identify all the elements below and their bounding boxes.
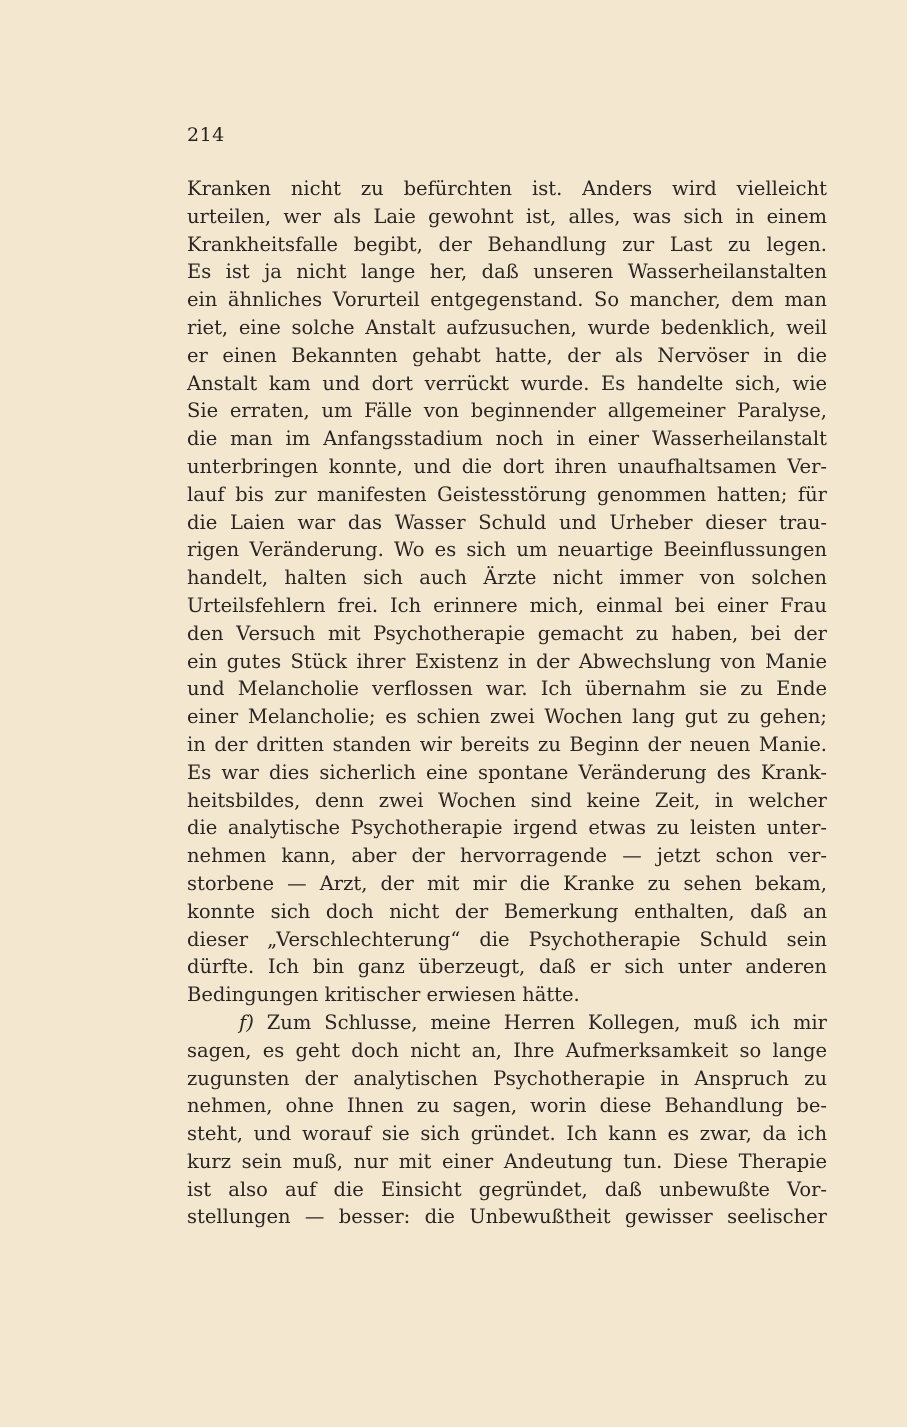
- text-line: unterbringen konnte, und die dort ihren unaufhaltsamen Ver-: [187, 454, 827, 478]
- text-line: die Laien war das Wasser Schuld und Urheber dieser trau-: [187, 510, 827, 534]
- text-line: lauf bis zur manifesten Geistesstörung genommen hatten; für: [187, 482, 827, 506]
- text-line: ein gutes Stück ihrer Existenz in der Abwechslung von Manie: [187, 649, 827, 673]
- paragraph-1: [187, 175, 827, 1009]
- text-line: nehmen kann, aber der hervorragende — jetzt schon ver-: [187, 844, 827, 868]
- text-line: rigen Veränderung. Wo es sich um neuartige Beeinflussungen: [187, 538, 827, 562]
- text-line: stellungen — besser: die Unbewußtheit gewisser seelischer: [187, 1205, 827, 1229]
- text-line: einer Melancholie; es schien zwei Wochen lang gut zu gehen;: [187, 705, 827, 729]
- text-line: steht, und worauf sie sich gründet. Ich kann es zwar, da ich: [187, 1122, 827, 1146]
- text-line: die analytische Psychotherapie irgend etwas zu leisten unter-: [187, 816, 827, 840]
- text-line: Urteilsfehlern frei. Ich erinnere mich, einmal bei einer Frau: [187, 593, 827, 617]
- text-line: Sie erraten, um Fälle von beginnender allgemeiner Paralyse,: [187, 399, 827, 423]
- text-line: ist also auf die Einsicht gegründet, daß unbewußte Vor-: [187, 1177, 827, 1201]
- text-line: den Versuch mit Psychotherapie gemacht zu haben, bei der: [187, 621, 827, 645]
- text-line: Krankheitsfalle begibt, der Behandlung zur Last zu legen.: [187, 232, 827, 256]
- page-number: 214: [187, 124, 225, 146]
- paragraph-2-first-line: Zum Schlusse, meine Herren Kollegen, muß ich mir: [266, 1010, 827, 1034]
- text-line: [187, 1009, 827, 1037]
- text-line: heitsbildes, denn zwei Wochen sind keine Zeit, in welcher: [187, 788, 827, 812]
- text-line: urteilen, wer als Laie gewohnt ist, alles, was sich in einem: [187, 204, 827, 228]
- text-line: Kranken nicht zu befürchten ist. Anders wird vielleicht: [187, 177, 827, 200]
- text-line: handelt, halten sich auch Ärzte nicht immer von solchen: [187, 566, 827, 590]
- text-line: storbene — Arzt, der mit mir die Kranke zu sehen bekam,: [187, 871, 827, 895]
- text-line: kurz sein muß, nur mit einer Andeutung tun. Diese Therapie: [187, 1149, 827, 1173]
- text-line: konnte sich doch nicht der Bemerkung enthalten, daß an: [187, 899, 827, 923]
- text-line: riet, eine solche Anstalt aufzusuchen, wurde bedenklich, weil: [187, 315, 827, 339]
- text-line: Bedingungen kritischer erwiesen hätte.: [187, 983, 580, 1007]
- text-line: in der dritten standen wir bereits zu Beginn der neuen Manie.: [187, 732, 827, 756]
- body-text: [187, 175, 827, 1231]
- text-line: zugunsten der analytischen Psychotherapie in Anspruch zu: [187, 1066, 827, 1090]
- text-line: und Melancholie verflossen war. Ich übernahm sie zu Ende: [187, 677, 827, 701]
- text-line: ein ähnliches Vorurteil entgegenstand. So mancher, dem man: [187, 288, 827, 312]
- text-line: nehmen, ohne Ihnen zu sagen, worin diese Behandlung be-: [187, 1094, 827, 1118]
- text-line: Anstalt kam und dort verrückt wurde. Es handelte sich, wie: [187, 371, 827, 395]
- text-line: Es ist ja nicht lange her, daß unseren Wasserheilanstalten: [187, 260, 827, 284]
- section-marker: f): [239, 1010, 254, 1034]
- paragraph-2: [187, 1009, 827, 1231]
- text-line: sagen, es geht doch nicht an, Ihre Aufmerksamkeit so lange: [187, 1038, 827, 1062]
- text-line: die man im Anfangsstadium noch in einer Wasserheilanstalt: [187, 427, 827, 451]
- text-line: er einen Bekannten gehabt hatte, der als Nervöser in die: [187, 343, 827, 367]
- text-line: Es war dies sicherlich eine spontane Veränderung des Krank-: [187, 760, 827, 784]
- text-line: dieser „Verschlechterung“ die Psychotherapie Schuld sein: [187, 927, 827, 951]
- text-line: dürfte. Ich bin ganz überzeugt, daß er sich unter anderen: [187, 955, 827, 979]
